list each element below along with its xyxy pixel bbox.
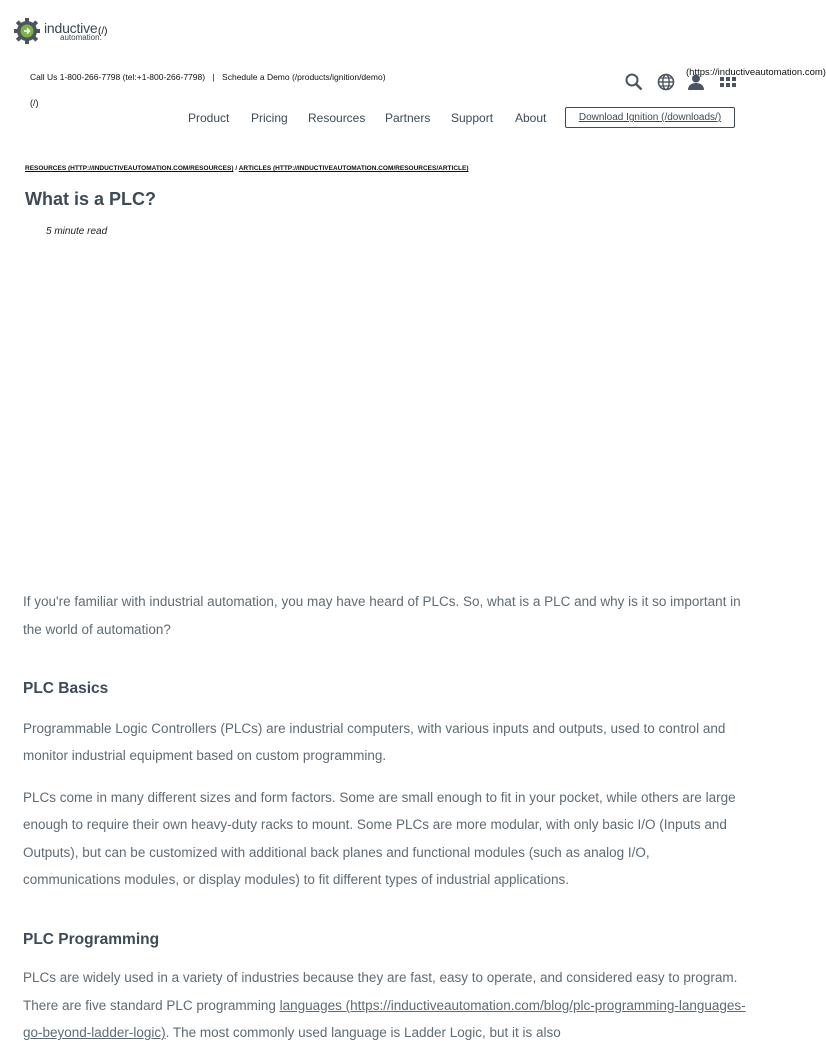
brand-logo[interactable] [14, 18, 102, 44]
logo-home-link[interactable]: (/) [98, 26, 108, 37]
programming-text-end: . The most commonly used language is Ladder Logic, but it is also [165, 1025, 561, 1040]
intro-paragraph: If you're familiar with industrial automation, you may have heard of PLCs. So, what is a PLC and why is it so important in the world of automation? [23, 594, 741, 637]
languages-link[interactable]: languages (https://inductiveautomation.com/blog/plc-programming-languages-go-beyond-ladder-logic) [23, 997, 746, 1040]
logo-subtext: automation. [60, 32, 102, 42]
globe-icon[interactable] [656, 72, 676, 92]
utility-bar [30, 72, 386, 82]
breadcrumb-articles[interactable]: ARTICLES (HTTP://INDUCTIVEAUTOMATION.COM/RESOURCES/ARTICLE) [238, 165, 469, 172]
nav-pricing[interactable]: Pricing [251, 111, 288, 125]
download-button-label: Download Ignition (/downloads/) [578, 112, 722, 123]
breadcrumb [25, 165, 469, 172]
gear-logo-icon [14, 18, 40, 44]
nav-about[interactable]: About [515, 111, 547, 125]
nav-support[interactable]: Support [451, 111, 494, 125]
breadcrumb-resources[interactable]: RESOURCES (HTTP://INDUCTIVEAUTOMATION.COM/RESOURCES) [25, 165, 234, 172]
utility-separator: | [212, 72, 215, 82]
logo-wordmark: inductive [44, 19, 98, 36]
schedule-demo-link[interactable]: Schedule a Demo (/products/ignition/demo) [222, 72, 386, 82]
programming-text-start: PLCs are widely used in a variety of industries because they are fast, easy to operate, and considered easy to program. There are five standard PLC programming [23, 970, 738, 1013]
section-heading-basics: PLC Basics [23, 680, 109, 697]
phone-link[interactable]: Call Us 1-800-266-7798 (tel:+1-800-266-7798) [30, 72, 206, 82]
basics-paragraph-1: Programmable Logic Controllers (PLCs) are industrial computers, with various inputs and outputs, used to control and monitor industrial equipment based on custom programming. [23, 720, 726, 763]
breadcrumb-separator: / [235, 165, 238, 172]
home-link[interactable]: (/) [30, 98, 39, 108]
external-site-link[interactable]: (https://inductiveautomation.com) [686, 67, 826, 78]
article-body [23, 588, 748, 1047]
nav-resources[interactable]: Resources [308, 111, 366, 125]
page-title: What is a PLC? [25, 189, 157, 209]
section-heading-programming: PLC Programming [23, 930, 160, 948]
search-icon[interactable] [624, 72, 644, 92]
nav-partners[interactable]: Partners [385, 111, 431, 125]
nav-product[interactable]: Product [188, 111, 230, 125]
programming-paragraph [23, 964, 748, 1047]
download-ignition-button[interactable] [565, 107, 735, 128]
read-time: 5 minute read [46, 226, 108, 237]
basics-paragraph-2: PLCs come in many different sizes and form factors. Some are small enough to fit in your pocket, while others are large enough to require their own heavy-duty racks to mount. Some PLCs are more modular, with only basic I/O (Inputs and Outputs), but can be customized with additional back planes and functional modules (such as analog I/O, communications modules, or display modules) to fit different types of industrial applications. [23, 789, 736, 887]
